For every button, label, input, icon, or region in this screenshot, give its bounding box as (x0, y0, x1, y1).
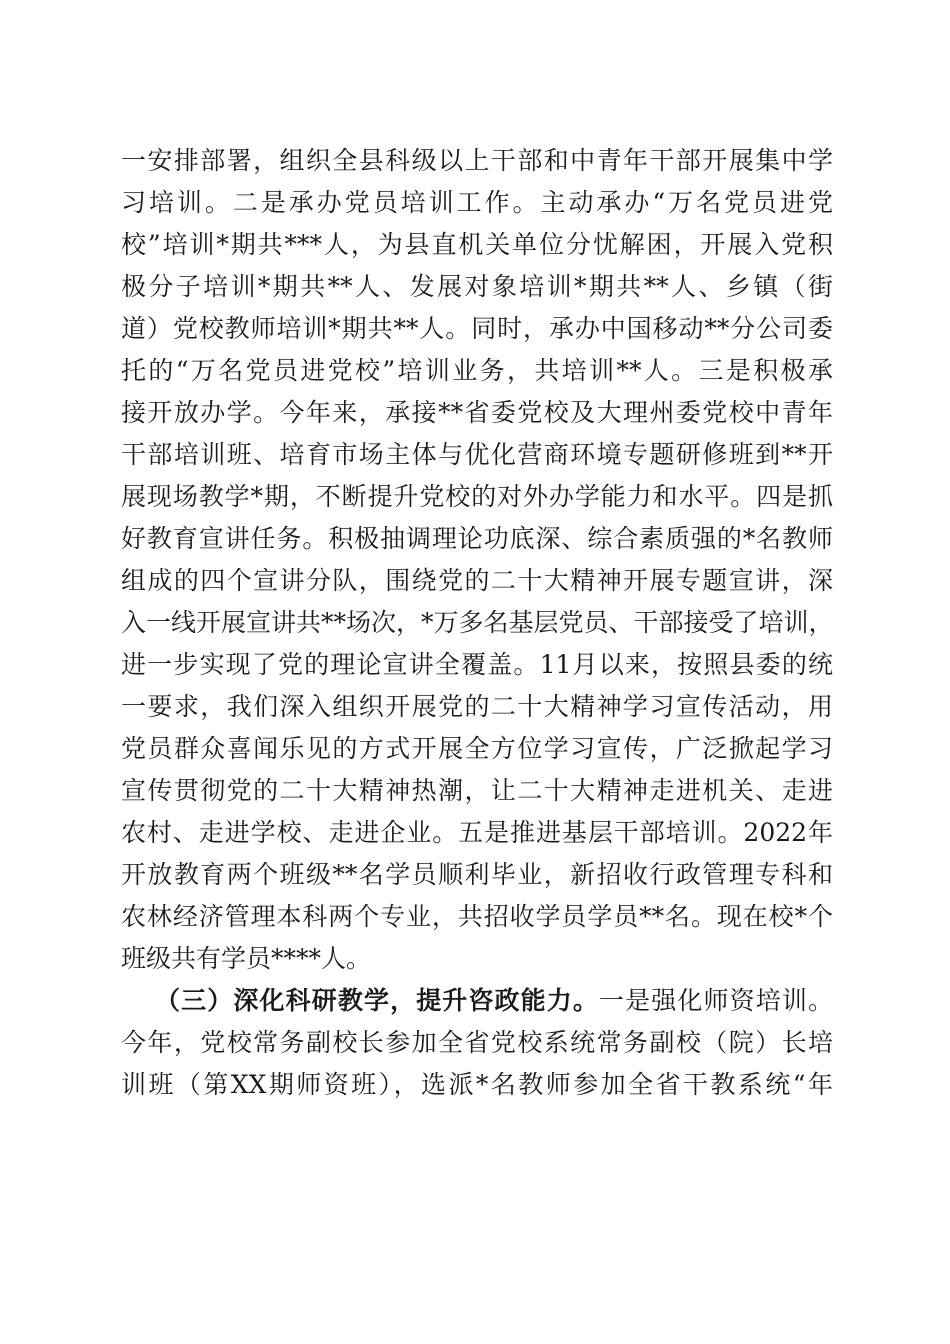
section-heading-rest: 一是强化师资培训。 (599, 986, 833, 1015)
body-text-line: 展现场教学*期，不断提升党校的对外办学能力和水平。四是抓 (121, 482, 833, 511)
body-text-line: 班级共有学员****人。 (121, 944, 372, 973)
section-heading-line (155, 986, 833, 1016)
body-text-line: 训班（第XX期师资班），选派*名教师参加全省干教系统“年 (121, 1070, 833, 1099)
body-text-line: 农林经济管理本科两个专业，共招收学员学员**名。现在校*个 (121, 902, 833, 931)
body-text-line: 托的“万名党员进党校”培训业务，共培训**人。三是积极承 (121, 356, 833, 385)
body-text-line: 好教育宣讲任务。积极抽调理论功底深、综合素质强的*名教师 (121, 524, 833, 553)
body-text-line: 校”培训*期共***人，为县直机关单位分忧解困，开展入党积 (121, 230, 833, 259)
body-text-line: 道）党校教师培训*期共**人。同时，承办中国移动**分公司委 (121, 314, 833, 343)
body-text-line: 开放教育两个班级**名学员顺利毕业，新招收行政管理专科和 (121, 860, 833, 889)
body-text-line: 入一线开展宣讲共**场次，*万多名基层党员、干部接受了培训， (121, 608, 834, 637)
body-text-line: 习培训。二是承办党员培训工作。主动承办“万名党员进党 (121, 188, 833, 217)
body-text-line: 极分子培训*期共**人、发展对象培训*期共**人、乡镇（街 (121, 272, 833, 301)
body-text-line: 农村、走进学校、走进企业。五是推进基层干部培训。2022年 (121, 818, 833, 847)
body-text-line: 组成的四个宣讲分队，围绕党的二十大精神开展专题宣讲，深 (121, 566, 833, 595)
body-text-line: 宣传贯彻党的二十大精神热潮，让二十大精神走进机关、走进 (121, 776, 833, 805)
body-text-line: 今年，党校常务副校长参加全省党校系统常务副校（院）长培 (121, 1028, 833, 1057)
body-text-line: 干部培训班、培育市场主体与优化营商环境专题研修班到**开 (121, 440, 833, 469)
body-text-line: 一安排部署，组织全县科级以上干部和中青年干部开展集中学 (121, 146, 833, 175)
body-text-line: 进一步实现了党的理论宣讲全覆盖。11月以来，按照县委的统 (121, 650, 833, 679)
body-text-line: 一要求，我们深入组织开展党的二十大精神学习宣传活动，用 (121, 692, 833, 721)
body-text-line: 党员群众喜闻乐见的方式开展全方位学习宣传，广泛掀起学习 (121, 734, 833, 763)
body-text-line: 接开放办学。今年来，承接**省委党校及大理州委党校中青年 (121, 398, 833, 427)
section-heading: （三）深化科研教学，提升咨政能力。 (155, 986, 600, 1015)
